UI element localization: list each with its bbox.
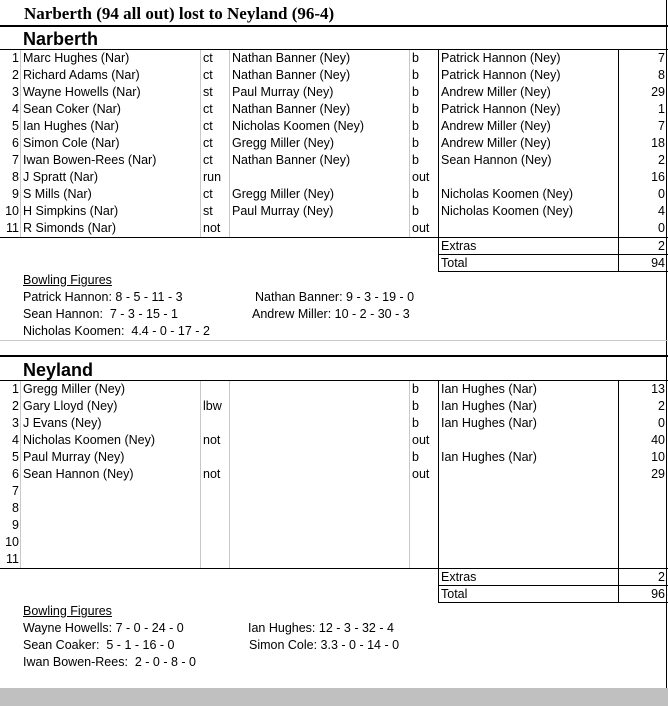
innings2-total-label: Total (441, 587, 468, 601)
runs-scored (620, 483, 665, 500)
runs-scored: 10 (651, 450, 665, 464)
runs-scored: 29 (651, 85, 665, 99)
fielder-name: Gregg Miller (Ney) (232, 136, 335, 150)
runs-scored (620, 517, 665, 534)
innings2-bowling-heading: Bowling Figures (23, 604, 112, 618)
fielder-name (232, 398, 408, 415)
innings2-bowling-figure: Simon Cole: 3.3 - 0 - 14 - 0 (249, 638, 400, 652)
row-number: 11 (6, 221, 19, 235)
row-number: 3 (12, 85, 19, 99)
fielder-name (232, 500, 408, 517)
bowled-marker: b (412, 102, 419, 116)
runs-scored: 18 (651, 136, 665, 150)
fielder-name (232, 534, 408, 551)
bowled-marker: b (412, 382, 419, 396)
dismissal-type: ct (203, 153, 213, 167)
team-heading-neyland: Neyland (23, 360, 94, 380)
fielder-name: Paul Murray (Ney) (232, 85, 334, 99)
bowler-name: Patrick Hannon (Ney) (441, 102, 561, 116)
bowler-name (441, 551, 617, 568)
row-number: 7 (12, 153, 19, 167)
dismissal-type: not (203, 467, 221, 481)
dismissal-type (203, 534, 229, 551)
dismissal-type: ct (203, 119, 213, 133)
batting-row (0, 415, 668, 432)
fielder-name (232, 381, 408, 398)
bowler-name: Ian Hughes (Nar) (441, 399, 537, 413)
row-number: 2 (12, 68, 19, 82)
row-number: 9 (12, 518, 19, 532)
innings1-extras-value: 2 (658, 239, 665, 253)
bowler-name (441, 483, 617, 500)
fielder-name (232, 517, 408, 534)
bowler-name: Ian Hughes (Nar) (441, 382, 537, 396)
batsman-name (23, 483, 199, 500)
row-number: 6 (12, 467, 19, 481)
bowler-name: Patrick Hannon (Ney) (441, 51, 561, 65)
batting-row (0, 534, 668, 551)
innings1-extras-label: Extras (441, 239, 477, 253)
batting-row (0, 50, 668, 67)
batsman-name: H Simpkins (Nar) (23, 204, 119, 218)
batsman-name (23, 551, 199, 568)
innings1-total-label: Total (441, 256, 468, 270)
row-number: 11 (6, 552, 19, 566)
row-number: 1 (12, 51, 19, 65)
dismissal-type: ct (203, 187, 213, 201)
dismissal-type: ct (203, 68, 213, 82)
batting-row (0, 449, 668, 466)
bowled-marker: b (412, 153, 419, 167)
bowler-name: Ian Hughes (Nar) (441, 450, 537, 464)
batting-row (0, 118, 668, 135)
innings1-bowling-figure: Nathan Banner: 9 - 3 - 19 - 0 (255, 290, 415, 304)
dismissal-type (203, 551, 229, 568)
batting-row (0, 398, 668, 415)
bowled-marker: b (412, 450, 419, 464)
bowled-marker: out (412, 170, 430, 184)
row-number: 1 (12, 382, 19, 396)
fielder-name: Nathan Banner (Ney) (232, 51, 351, 65)
batting-row (0, 517, 668, 534)
bowler-name: Ian Hughes (Nar) (441, 416, 537, 430)
row-number: 7 (12, 484, 19, 498)
runs-scored (620, 534, 665, 551)
batting-row (0, 101, 668, 118)
match-title: Narberth (94 all out) lost to Neyland (96-4) (24, 4, 335, 23)
innings2-extras-value: 2 (658, 570, 665, 584)
batsman-name: Ian Hughes (Nar) (23, 119, 119, 133)
bowled-marker: b (412, 136, 419, 150)
row-number: 4 (12, 433, 19, 447)
batsman-name: R Simonds (Nar) (23, 221, 117, 235)
bowler-name: Patrick Hannon (Ney) (441, 68, 561, 82)
dismissal-type (203, 517, 229, 534)
batsman-name (23, 517, 199, 534)
fielder-name: Nathan Banner (Ney) (232, 102, 351, 116)
innings2-rows-end (0, 568, 668, 569)
innings1-total-value: 94 (651, 256, 665, 270)
dismissal-type: st (203, 85, 213, 99)
innings1-bowling-figure: Sean Hannon: 7 - 3 - 15 - 1 (23, 307, 178, 321)
fielder-name: Paul Murray (Ney) (232, 204, 334, 218)
batting-row (0, 466, 668, 483)
dismissal-type: lbw (203, 399, 222, 413)
bowled-marker (412, 534, 438, 551)
runs-scored (620, 551, 665, 568)
bowled-marker: b (412, 399, 419, 413)
fielder-name (232, 551, 408, 568)
dismissal-type: st (203, 204, 213, 218)
batsman-name: J Spratt (Nar) (23, 170, 99, 184)
runs-scored: 8 (658, 68, 665, 82)
dismissal-type: not (203, 221, 221, 235)
row-number: 8 (12, 170, 19, 184)
bowler-name (441, 534, 617, 551)
runs-scored: 29 (651, 467, 665, 481)
batsman-name: S Mills (Nar) (23, 187, 92, 201)
bowled-marker: out (412, 467, 430, 481)
runs-scored: 4 (658, 204, 665, 218)
dismissal-type: ct (203, 102, 213, 116)
sheet-scroll-area[interactable] (0, 688, 668, 706)
innings2-total-value: 96 (651, 587, 665, 601)
innings1-rows-end (0, 237, 668, 238)
team-heading-narberth: Narberth (23, 29, 99, 49)
grid-line (0, 340, 668, 341)
batsman-name: Gregg Miller (Ney) (23, 382, 126, 396)
batting-row (0, 203, 668, 220)
innings1-bowling-figure: Patrick Hannon: 8 - 5 - 11 - 3 (23, 290, 183, 304)
batsman-name: Paul Murray (Ney) (23, 450, 125, 464)
batting-row (0, 483, 668, 500)
runs-scored: 2 (658, 399, 665, 413)
bowler-name: Andrew Miller (Ney) (441, 119, 551, 133)
bowled-marker: b (412, 416, 419, 430)
innings2-bowling-figure: Ian Hughes: 12 - 3 - 32 - 4 (248, 621, 394, 635)
fielder-name: Nathan Banner (Ney) (232, 68, 351, 82)
dismissal-type (203, 500, 229, 517)
bowler-name: Andrew Miller (Ney) (441, 136, 551, 150)
row-number: 5 (12, 119, 19, 133)
innings2-top-divider (0, 355, 668, 357)
bowler-name (441, 169, 617, 186)
fielder-name (232, 220, 408, 237)
row-number: 9 (12, 187, 19, 201)
runs-scored: 0 (658, 221, 665, 235)
runs-scored: 0 (658, 187, 665, 201)
bowled-marker: b (412, 68, 419, 82)
runs-scored: 16 (651, 170, 665, 184)
batting-row (0, 432, 668, 449)
row-number: 6 (12, 136, 19, 150)
batsman-name: J Evans (Ney) (23, 416, 102, 430)
innings1-bowling-figure: Nicholas Koomen: 4.4 - 0 - 17 - 2 (23, 324, 210, 338)
dismissal-type (203, 449, 229, 466)
fielder-name: Nicholas Koomen (Ney) (232, 119, 364, 133)
bowled-marker: b (412, 85, 419, 99)
batting-row (0, 186, 668, 203)
dismissal-type: ct (203, 136, 213, 150)
bowled-marker: b (412, 119, 419, 133)
dismissal-type: not (203, 433, 221, 447)
runs-scored: 2 (658, 153, 665, 167)
fielder-name (232, 415, 408, 432)
batting-row (0, 381, 668, 398)
innings2-bowling-figure: Iwan Bowen-Rees: 2 - 0 - 8 - 0 (23, 655, 196, 669)
batsman-name: Gary Lloyd (Ney) (23, 399, 118, 413)
batting-row (0, 152, 668, 169)
bowled-marker (412, 551, 438, 568)
fielder-name (232, 483, 408, 500)
bowler-name (441, 500, 617, 517)
title-divider (0, 25, 668, 27)
bowled-marker (412, 500, 438, 517)
dismissal-type (203, 381, 229, 398)
batting-row (0, 220, 668, 237)
batsman-name: Sean Coker (Nar) (23, 102, 121, 116)
fielder-name (232, 432, 408, 449)
dismissal-type (203, 415, 229, 432)
batsman-name: Wayne Howells (Nar) (23, 85, 141, 99)
row-number: 8 (12, 501, 19, 515)
batsman-name (23, 534, 199, 551)
bowler-name (441, 517, 617, 534)
dismissal-type (203, 483, 229, 500)
batsman-name: Iwan Bowen-Rees (Nar) (23, 153, 157, 167)
bowled-marker: out (412, 433, 430, 447)
runs-scored (620, 500, 665, 517)
fielder-name (232, 169, 408, 186)
bowler-name: Andrew Miller (Ney) (441, 85, 551, 99)
bowled-marker: b (412, 204, 419, 218)
batting-row (0, 500, 668, 517)
bowler-name: Nicholas Koomen (Ney) (441, 187, 573, 201)
batting-row (0, 551, 668, 568)
bowled-marker (412, 517, 438, 534)
fielder-name (232, 466, 408, 483)
fielder-name: Gregg Miller (Ney) (232, 187, 335, 201)
bowler-name (441, 466, 617, 483)
runs-scored: 7 (658, 51, 665, 65)
batsman-name: Nicholas Koomen (Ney) (23, 433, 155, 447)
batting-row (0, 135, 668, 152)
batting-row (0, 84, 668, 101)
innings1-bowling-heading: Bowling Figures (23, 273, 112, 287)
row-number: 10 (5, 204, 19, 218)
bowled-marker (412, 483, 438, 500)
batsman-name: Marc Hughes (Nar) (23, 51, 130, 65)
dismissal-type: run (203, 170, 222, 184)
innings2-bowling-figure: Wayne Howells: 7 - 0 - 24 - 0 (23, 621, 184, 635)
innings2-extras-label: Extras (441, 570, 477, 584)
innings2-bowling-figure: Sean Coaker: 5 - 1 - 16 - 0 (23, 638, 175, 652)
batting-row (0, 67, 668, 84)
fielder-name (232, 449, 408, 466)
row-number: 3 (12, 416, 19, 430)
runs-scored: 0 (658, 416, 665, 430)
bowler-name: Sean Hannon (Ney) (441, 153, 552, 167)
bowler-name: Nicholas Koomen (Ney) (441, 204, 573, 218)
bowled-marker: b (412, 187, 419, 201)
row-number: 4 (12, 102, 19, 116)
row-number: 2 (12, 399, 19, 413)
row-number: 5 (12, 450, 19, 464)
bowled-marker: out (412, 221, 430, 235)
bowled-marker: b (412, 51, 419, 65)
batsman-name (23, 500, 199, 517)
innings1-bowling-figure: Andrew Miller: 10 - 2 - 30 - 3 (252, 307, 410, 321)
batsman-name: Simon Cole (Nar) (23, 136, 120, 150)
bowler-name (441, 220, 617, 237)
batsman-name: Sean Hannon (Ney) (23, 467, 134, 481)
runs-scored: 7 (658, 119, 665, 133)
batting-row (0, 169, 668, 186)
fielder-name: Nathan Banner (Ney) (232, 153, 351, 167)
bowler-name (441, 432, 617, 449)
row-number: 10 (5, 535, 19, 549)
dismissal-type: ct (203, 51, 213, 65)
runs-scored: 1 (658, 102, 665, 116)
runs-scored: 40 (651, 433, 665, 447)
runs-scored: 13 (651, 382, 665, 396)
batsman-name: Richard Adams (Nar) (23, 68, 140, 82)
